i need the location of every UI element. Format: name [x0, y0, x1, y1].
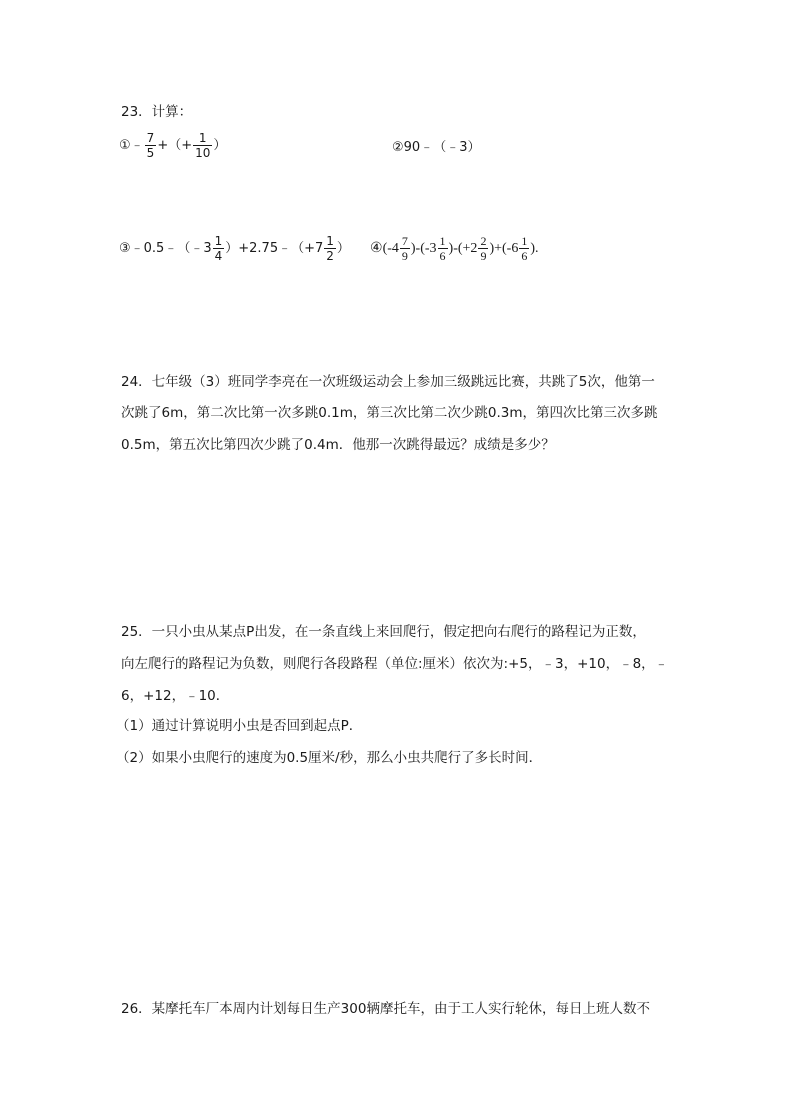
- q23-p4-end: ).: [530, 240, 539, 256]
- q23-p1-fraction-a: [145, 132, 157, 159]
- q23-p4-fraction-4: [519, 235, 529, 262]
- fraction-numerator: 2: [480, 234, 487, 248]
- fraction-numerator: 7: [401, 234, 408, 248]
- fraction-denominator: 2: [326, 249, 334, 263]
- fraction-denominator: 6: [521, 249, 528, 263]
- fraction-numerator: 1: [521, 234, 528, 248]
- q23-p1-sign: ﹣: [130, 137, 144, 153]
- q23-p4-term4: )+(-6: [489, 240, 519, 256]
- fraction-numerator: 1: [326, 234, 334, 248]
- q23-p3-fraction-a: [213, 235, 225, 262]
- q26-line-1: 26．某摩托车厂本周内计划每日生产300辆摩托车，由于工人实行轮休，每日上班人数不: [121, 1001, 650, 1017]
- q23-part4: [370, 235, 539, 262]
- q23-p3-close: ）: [336, 240, 350, 256]
- fraction-numerator: 1: [439, 234, 446, 248]
- q25-line-1: 25．一只小虫从某点P出发，在一条直线上来回爬行，假定把向右爬行的路程记为正数，: [121, 624, 646, 640]
- fraction-denominator: 6: [439, 249, 446, 263]
- fraction-denominator: 4: [214, 249, 223, 263]
- q25-line-2: 向左爬行的路程记为负数，则爬行各段路程（单位:厘米）依次为:+5，﹣3，+10，﹣8，﹣: [121, 656, 669, 672]
- fraction-denominator: 5: [146, 146, 155, 160]
- fraction-numerator: 7: [146, 131, 155, 145]
- q24-line-3: 0.5m，第五次比第四次少跳了0.4m．他那一次跳得最远？成绩是多少？: [121, 437, 555, 453]
- fraction-denominator: 9: [401, 249, 408, 263]
- q24-line-2: 次跳了6m，第二次比第一次多跳0.1m，第三次比第二次少跳0.3m，第四次比第三次多跳: [121, 405, 658, 421]
- q23-p4-term2: )-(-3: [410, 240, 437, 256]
- fraction-denominator: 10: [195, 146, 211, 160]
- q23-p4-fraction-1: [400, 235, 410, 262]
- q23-p4-term3: )-(+2: [448, 240, 478, 256]
- q23-p4-term1: (-4: [382, 240, 399, 256]
- q25-sub-question-2: （2）如果小虫爬行的速度为0.5厘米/秒，那么小虫共爬行了多长时间．: [116, 750, 543, 766]
- q23-title: 23．计算：: [121, 104, 193, 120]
- q25-line-3: 6，+12，﹣10．: [121, 688, 230, 704]
- fraction-denominator: 9: [480, 249, 487, 263]
- q23-p1-close: ）: [213, 137, 227, 153]
- fraction-numerator: 1: [214, 234, 223, 248]
- q25-sub-question-1: （1）通过计算说明小虫是否回到起点P．: [116, 718, 363, 734]
- q23-p3-marker: ③﹣0.5﹣（﹣3: [119, 240, 212, 256]
- q23-part2: ②90﹣（﹣3）: [392, 140, 481, 155]
- q23-p3-fraction-b: [324, 235, 336, 262]
- q23-p1-op: +（+: [157, 137, 193, 153]
- q23-p4-fraction-2: [438, 235, 448, 262]
- fraction-numerator: 1: [193, 132, 212, 146]
- q23-p3-mid: ）+2.75﹣（+7: [225, 240, 324, 256]
- q24-line-1: 24．七年级（3）班同学李亮在一次班级运动会上参加三级跳远比赛，共跳了5次，他第一: [121, 374, 655, 390]
- q23-part1: [119, 132, 226, 159]
- q23-p1-marker: ①: [119, 137, 131, 153]
- q23-p4-fraction-3: [478, 235, 488, 262]
- q23-p1-fraction-b: [193, 132, 212, 159]
- q23-p4-marker: ④: [370, 240, 383, 256]
- q23-part3: [119, 235, 350, 262]
